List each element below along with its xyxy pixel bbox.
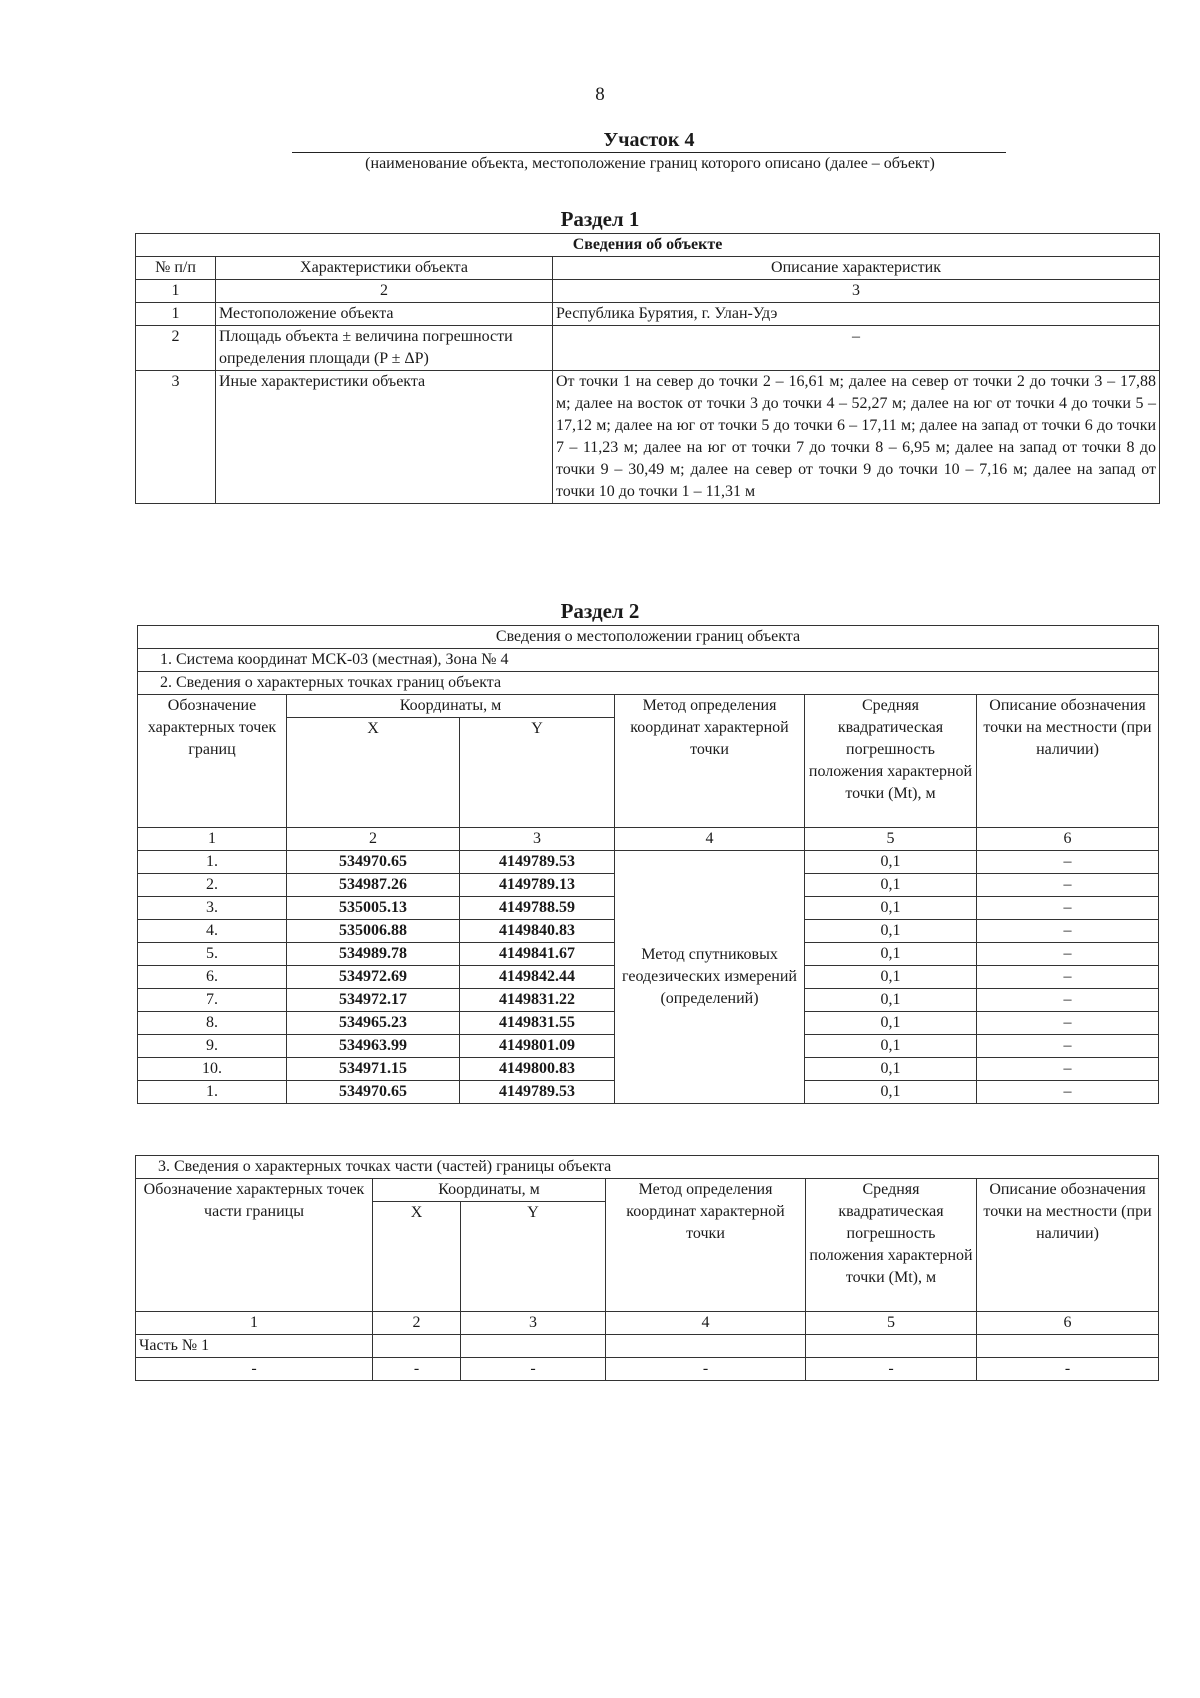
row-num: 3 (136, 371, 216, 504)
method-value: Метод спутниковых геодезических измерений (определений) (615, 851, 805, 1104)
col-header-x: X (287, 718, 460, 828)
parts-col-error: Средняя квадратическая погрешность положения характерной точки (Mt), м (806, 1179, 977, 1312)
point-y: 4149841.67 (460, 943, 615, 966)
point-id: 10. (138, 1058, 287, 1081)
empty-cell (977, 1335, 1159, 1358)
point-desc: – (977, 943, 1159, 966)
col-number: 2 (216, 280, 553, 303)
point-desc: – (977, 966, 1159, 989)
col-number: 5 (805, 828, 977, 851)
point-mt: 0,1 (805, 989, 977, 1012)
point-desc: – (977, 1012, 1159, 1035)
point-x: 534972.17 (287, 989, 460, 1012)
table-row (136, 371, 1160, 504)
point-mt: 0,1 (805, 943, 977, 966)
point-mt: 0,1 (805, 920, 977, 943)
point-desc: – (977, 1081, 1159, 1104)
point-y: 4149789.13 (460, 874, 615, 897)
object-caption: (наименование объекта, местоположение границ которого описано (далее – объект) (365, 155, 935, 172)
parts-col-method: Метод определения координат характерной точки (606, 1179, 806, 1312)
point-mt: 0,1 (805, 874, 977, 897)
point-id: 8. (138, 1012, 287, 1035)
col-number: 1 (136, 280, 216, 303)
parts-col-coords: Координаты, м (373, 1179, 606, 1202)
point-y: 4149842.44 (460, 966, 615, 989)
row-value: Республика Бурятия, г. Улан-Удэ (553, 303, 1160, 326)
parts-col-y: Y (461, 1202, 606, 1312)
col-number: 6 (977, 1312, 1159, 1335)
col-number: 6 (977, 828, 1159, 851)
point-mt: 0,1 (805, 1058, 977, 1081)
point-desc: – (977, 851, 1159, 874)
part-label: Часть № 1 (136, 1335, 373, 1358)
point-y: 4149788.59 (460, 897, 615, 920)
point-id: 5. (138, 943, 287, 966)
col-number: 4 (615, 828, 805, 851)
point-id: 6. (138, 966, 287, 989)
table-row (136, 326, 1160, 371)
col-number: 3 (460, 828, 615, 851)
col-number: 4 (606, 1312, 806, 1335)
page-number: 8 (595, 84, 605, 105)
empty-cell (373, 1335, 461, 1358)
point-y: 4149789.53 (460, 1081, 615, 1104)
row-value: – (553, 326, 1160, 371)
point-id: 1. (138, 1081, 287, 1104)
point-id: 7. (138, 989, 287, 1012)
point-y: 4149801.09 (460, 1035, 615, 1058)
point-mt: 0,1 (805, 897, 977, 920)
section1-header: Сведения об объекте (136, 234, 1160, 257)
section2-points-table (137, 625, 1159, 1104)
point-mt: 0,1 (805, 966, 977, 989)
col-number: 3 (461, 1312, 606, 1335)
row-num: 2 (136, 326, 216, 371)
table-row (136, 303, 1160, 326)
col-number: 1 (138, 828, 287, 851)
part-cell: - (373, 1358, 461, 1381)
point-y: 4149800.83 (460, 1058, 615, 1081)
point-desc: – (977, 989, 1159, 1012)
col-header-method: Метод определения координат характерной точки (615, 695, 805, 828)
point-x: 534971.15 (287, 1058, 460, 1081)
empty-cell (606, 1335, 806, 1358)
point-x: 535006.88 (287, 920, 460, 943)
parts-col-description: Описание обозначения точки на местности (при наличии) (977, 1179, 1159, 1312)
point-desc: – (977, 1035, 1159, 1058)
col-header-coords: Координаты, м (287, 695, 615, 718)
section1-table (135, 233, 1160, 504)
section2-parts-table (135, 1155, 1159, 1381)
point-x: 534965.23 (287, 1012, 460, 1035)
row-value: От точки 1 на север до точки 2 – 16,61 м; далее на север от точки 2 до точки 3 – 17,88 м; далее на восток от точки 3 до точки 4 – 52,27 м; далее на юг от точки 4 до точки 5 – 17,12 м; далее на юг от точки 5 до точки 6 – 17,11 м; далее на запад от точки 6 до точки 7 – 11,23 м; далее на юг от точки 7 до точки 8 – 6,95 м; далее на запад от точки 8 до точки 9 – 30,49 м; далее на север от точки 9 до точки 10 – 7,16 м; далее на запад от точки 10 до точки 1 – 11,31 м (553, 371, 1160, 504)
col-header-description: Описание обозначения точки на местности (при наличии) (977, 695, 1159, 828)
point-id: 1. (138, 851, 287, 874)
point-mt: 0,1 (805, 1035, 977, 1058)
coord-system: 1. Система координат МСК-03 (местная), Зона № 4 (138, 649, 1159, 672)
point-y: 4149789.53 (460, 851, 615, 874)
row-name: Иные характеристики объекта (216, 371, 553, 504)
col-number: 2 (373, 1312, 461, 1335)
parts-header: 3. Сведения о характерных точках части (частей) границы объекта (136, 1156, 1159, 1179)
point-desc: – (977, 874, 1159, 897)
point-y: 4149831.55 (460, 1012, 615, 1035)
table-row (136, 1358, 1159, 1381)
point-id: 2. (138, 874, 287, 897)
col-header-designation: Обозначение характерных точек границ (138, 695, 287, 828)
col-header-error: Средняя квадратическая погрешность положения характерной точки (Mt), м (805, 695, 977, 828)
table-row (136, 1335, 1159, 1358)
point-mt: 0,1 (805, 851, 977, 874)
part-cell: - (806, 1358, 977, 1381)
col-header-y: Y (460, 718, 615, 828)
point-y: 4149831.22 (460, 989, 615, 1012)
empty-cell (806, 1335, 977, 1358)
point-desc: – (977, 1058, 1159, 1081)
part-cell: - (606, 1358, 806, 1381)
col-number: 5 (806, 1312, 977, 1335)
point-x: 534972.69 (287, 966, 460, 989)
section2-title: Раздел 2 (560, 599, 640, 623)
point-x: 534963.99 (287, 1035, 460, 1058)
point-id: 3. (138, 897, 287, 920)
point-desc: – (977, 920, 1159, 943)
empty-cell (461, 1335, 606, 1358)
parts-col-x: X (373, 1202, 461, 1312)
point-id: 4. (138, 920, 287, 943)
row-num: 1 (136, 303, 216, 326)
point-y: 4149840.83 (460, 920, 615, 943)
point-mt: 0,1 (805, 1012, 977, 1035)
point-mt: 0,1 (805, 1081, 977, 1104)
col-number: 2 (287, 828, 460, 851)
row-name: Местоположение объекта (216, 303, 553, 326)
part-cell: - (136, 1358, 373, 1381)
point-x: 534989.78 (287, 943, 460, 966)
point-x: 534987.26 (287, 874, 460, 897)
part-cell: - (977, 1358, 1159, 1381)
parts-col-designation: Обозначение характерных точек части границы (136, 1179, 373, 1312)
col-number: 1 (136, 1312, 373, 1335)
points-header: 2. Сведения о характерных точках границ объекта (138, 672, 1159, 695)
point-id: 9. (138, 1035, 287, 1058)
table-row (138, 851, 1159, 874)
row-name: Площадь объекта ± величина погрешности определения площади (P ± ΔP) (216, 326, 553, 371)
point-x: 534970.65 (287, 1081, 460, 1104)
col-header-description: Описание характеристик (553, 257, 1160, 280)
part-cell: - (461, 1358, 606, 1381)
col-header-characteristics: Характеристики объекта (216, 257, 553, 280)
col-number: 3 (553, 280, 1160, 303)
col-header-num: № п/п (136, 257, 216, 280)
point-desc: – (977, 897, 1159, 920)
object-name: Участок 4 (292, 128, 1006, 153)
section1-title: Раздел 1 (560, 207, 640, 231)
section2-header: Сведения о местоположении границ объекта (138, 626, 1159, 649)
point-x: 534970.65 (287, 851, 460, 874)
point-x: 535005.13 (287, 897, 460, 920)
